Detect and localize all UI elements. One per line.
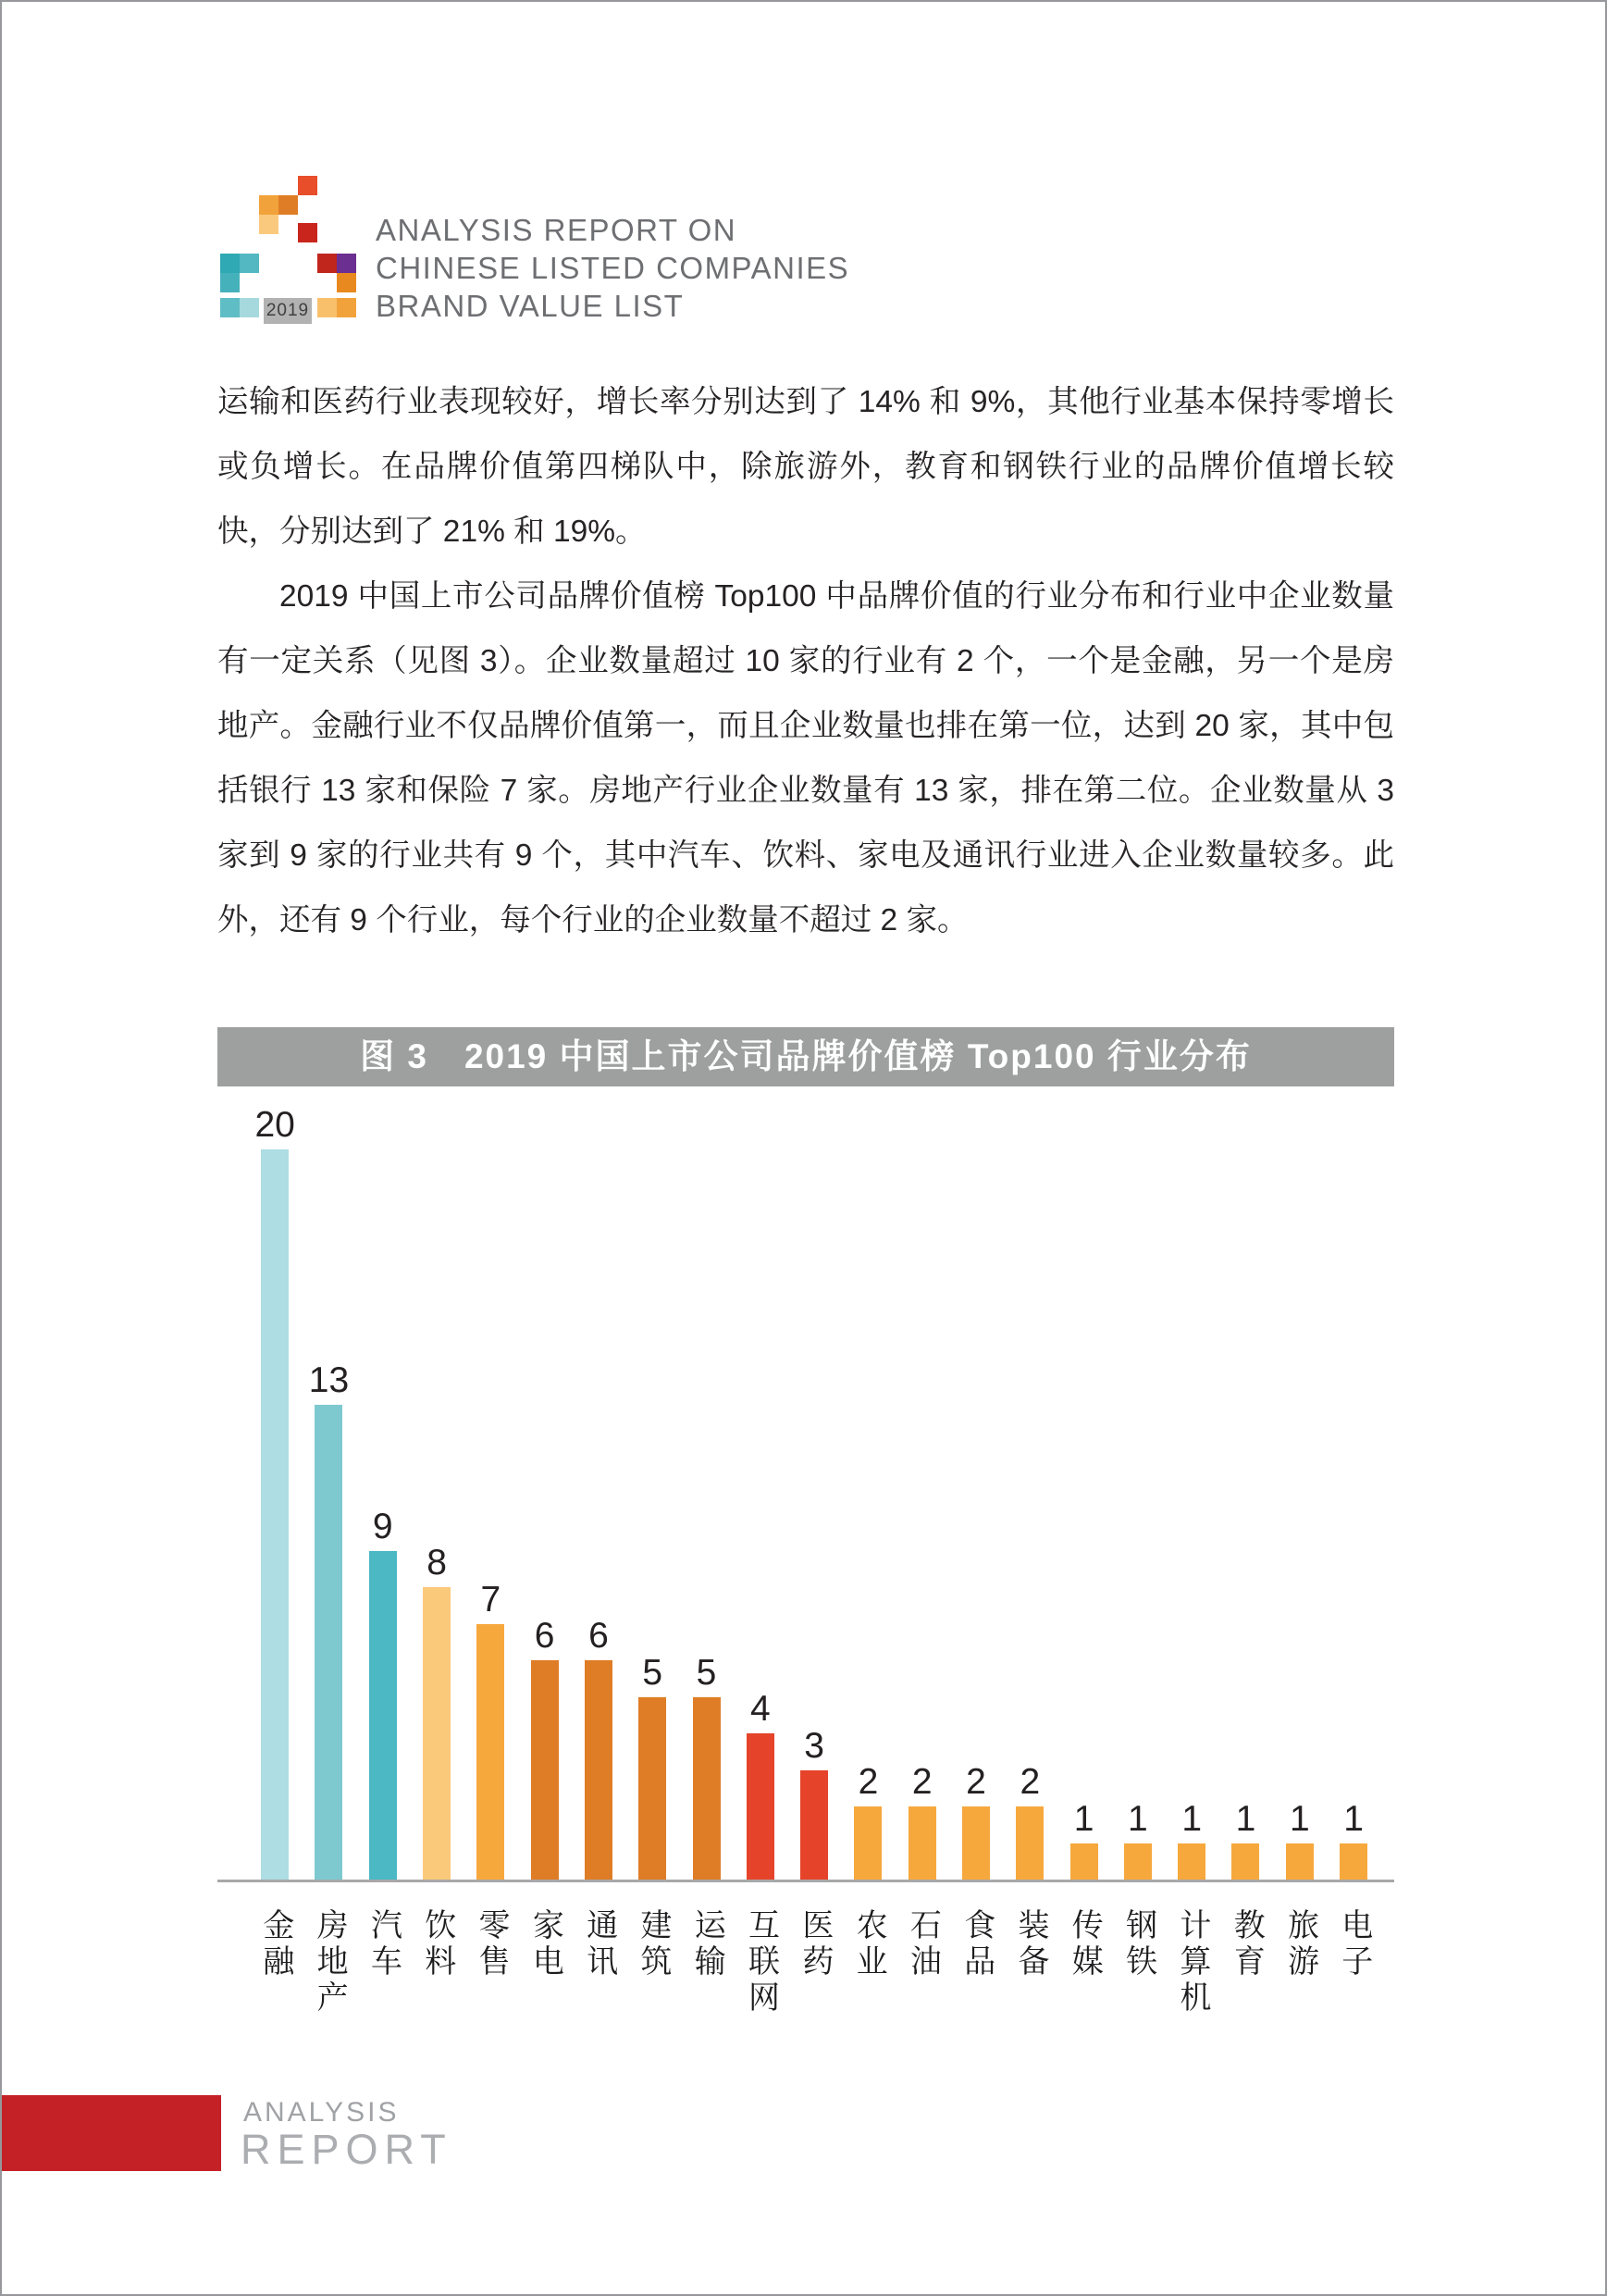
chart-bar-group bbox=[949, 1764, 1003, 1880]
chart-bar-value: 20 bbox=[254, 1105, 295, 1145]
chart-category bbox=[625, 1908, 679, 2017]
logo-mosaic-square bbox=[298, 176, 317, 195]
footer-analysis-label: ANALYSIS bbox=[243, 2097, 400, 2128]
chart-category-label: 食品 bbox=[958, 1908, 995, 1980]
logo-mosaic-square bbox=[337, 298, 356, 317]
chart-category-label: 汽车 bbox=[365, 1908, 402, 1980]
body-paragraph-2: 2019 中国上市公司品牌价值榜 Top100 中品牌价值的行业分布和行业中企业数量有一定关系（见图 3）。企业数量超过 10 家的行业有 2 个，一个是金融，另一个是房地产。金融行业不仅品牌价值第一，而且企业数量也排在第一位，达到 20 家，其中包括银行 13 家和保险 7 家。房地产行业企业数量有 13 家，排在第二位。企业数量从 3 家到 9 家的行业共有 9 个，其中汽车、饮料、家电及通讯行业进入企业数量较多。此外，还有 9 个行业，每个行业的企业数量不超过 2 家。 bbox=[217, 579, 1394, 937]
chart-category bbox=[1111, 1908, 1165, 2017]
chart-bar-value: 3 bbox=[804, 1725, 824, 1766]
footer-accent-block bbox=[2, 2095, 221, 2171]
chart-bar bbox=[1178, 1843, 1205, 1880]
chart-category-label: 零售 bbox=[474, 1908, 510, 1980]
chart-category bbox=[248, 1908, 302, 2017]
chart-category-label: 钢铁 bbox=[1120, 1908, 1156, 1980]
chart-bar bbox=[1286, 1843, 1314, 1880]
chart-category bbox=[572, 1908, 625, 2017]
chart-bar bbox=[1070, 1843, 1098, 1880]
chart-bar bbox=[638, 1697, 666, 1880]
chart-category bbox=[949, 1908, 1003, 2017]
chart-category bbox=[1003, 1908, 1057, 2017]
chart-bar bbox=[531, 1660, 559, 1880]
chart-category-label: 农业 bbox=[851, 1908, 887, 1980]
chart-bar bbox=[693, 1697, 721, 1880]
chart-category-label: 医药 bbox=[797, 1908, 833, 1980]
logo-mosaic-square bbox=[240, 254, 259, 273]
logo-mosaic-square bbox=[220, 273, 240, 292]
logo-year-badge: 2019 bbox=[264, 298, 312, 324]
chart-category-label: 运输 bbox=[689, 1908, 725, 1980]
chart-category-label: 电子 bbox=[1336, 1908, 1372, 1980]
chart-category-label: 计算机 bbox=[1174, 1908, 1210, 2017]
chart-bar-value: 1 bbox=[1128, 1798, 1148, 1839]
chart-bar bbox=[369, 1551, 397, 1880]
chart-bar bbox=[1124, 1843, 1152, 1880]
chart-category-label: 金融 bbox=[257, 1908, 293, 1980]
chart-bar-group bbox=[356, 1508, 410, 1880]
logo-mosaic-square bbox=[298, 223, 317, 242]
chart-bar bbox=[800, 1770, 828, 1880]
chart-bar-value: 13 bbox=[308, 1360, 350, 1401]
chart-bar-group bbox=[1165, 1798, 1218, 1880]
chart-category bbox=[896, 1908, 949, 2017]
chart-bar-group bbox=[625, 1652, 679, 1880]
chart-bar-value: 1 bbox=[1181, 1798, 1203, 1839]
chart-bar bbox=[261, 1149, 289, 1880]
chart-category-label: 互联网 bbox=[743, 1908, 779, 2017]
chart-category bbox=[410, 1908, 464, 2017]
chart-bar-value: 9 bbox=[372, 1506, 393, 1546]
chart-category bbox=[1057, 1908, 1110, 2017]
logo-title-line2: CHINESE LISTED COMPANIES bbox=[376, 251, 850, 285]
chart-bar-group bbox=[1218, 1798, 1272, 1880]
chart-bar-group bbox=[896, 1764, 949, 1880]
chart-bar-value: 7 bbox=[480, 1579, 501, 1620]
logo-mosaic-square bbox=[337, 254, 356, 273]
chart-category-label: 装备 bbox=[1013, 1908, 1048, 1980]
chart-bar-value: 8 bbox=[426, 1543, 447, 1583]
chart-bar bbox=[962, 1806, 990, 1880]
chart-bar-value: 2 bbox=[1020, 1762, 1041, 1803]
chart-bar-group bbox=[1003, 1764, 1057, 1880]
chart-bar-group bbox=[572, 1618, 625, 1880]
chart-bar bbox=[909, 1806, 936, 1880]
chart-bar bbox=[476, 1624, 504, 1880]
chart-category-label: 教育 bbox=[1229, 1908, 1265, 1980]
chart-bar-value: 2 bbox=[966, 1762, 986, 1803]
logo-mosaic-square bbox=[220, 298, 240, 317]
chart-bar-group bbox=[841, 1764, 895, 1880]
chart-bar bbox=[423, 1587, 451, 1880]
chart-bar-group bbox=[410, 1545, 464, 1880]
chart-category bbox=[679, 1908, 733, 2017]
logo-title-line1: ANALYSIS REPORT ON bbox=[376, 213, 737, 247]
logo-mosaic-square bbox=[317, 254, 337, 273]
logo-mosaic-square bbox=[220, 254, 240, 273]
chart-bar-group bbox=[302, 1362, 355, 1880]
chart-category bbox=[734, 1908, 787, 2017]
chart-category bbox=[517, 1908, 571, 2017]
chart-category bbox=[356, 1908, 410, 2017]
chart-bar-group bbox=[734, 1691, 787, 1880]
logo-mosaic-square bbox=[259, 215, 278, 234]
logo-mosaic-square bbox=[337, 273, 356, 292]
chart-bar-value: 6 bbox=[588, 1616, 609, 1657]
chart-category bbox=[1218, 1908, 1272, 2017]
chart-bar-value: 1 bbox=[1235, 1798, 1256, 1839]
chart-bar-value: 5 bbox=[696, 1652, 717, 1693]
chart-bar-group bbox=[1057, 1798, 1110, 1880]
chart-bar-value: 2 bbox=[911, 1762, 933, 1803]
chart-bar bbox=[747, 1733, 774, 1880]
chart-category-label: 建筑 bbox=[635, 1908, 671, 1980]
logo-title-line3: BRAND VALUE LIST bbox=[376, 289, 685, 323]
figure-3-bar-chart bbox=[217, 1103, 1394, 1882]
chart-bar-value: 1 bbox=[1073, 1798, 1094, 1839]
logo-mosaic-square bbox=[259, 195, 278, 215]
chart-category bbox=[787, 1908, 841, 2017]
logo-mosaic-square bbox=[278, 195, 298, 215]
chart-bar-group bbox=[679, 1652, 733, 1880]
chart-bar-value: 6 bbox=[534, 1616, 555, 1657]
brand-logo-mosaic-icon bbox=[216, 174, 369, 331]
chart-category bbox=[1273, 1908, 1327, 2017]
footer-report-label: REPORT bbox=[241, 2126, 452, 2173]
chart-bar bbox=[1340, 1843, 1367, 1880]
chart-category-label: 石油 bbox=[905, 1908, 941, 1980]
chart-category bbox=[1327, 1908, 1380, 2017]
chart-bar-group bbox=[787, 1725, 841, 1880]
chart-category-label: 家电 bbox=[527, 1908, 563, 1980]
logo-mosaic-square bbox=[317, 298, 337, 317]
chart-category bbox=[464, 1908, 517, 2017]
chart-category bbox=[841, 1908, 895, 2017]
chart-category-label: 通讯 bbox=[581, 1908, 617, 1980]
chart-bar-value: 5 bbox=[642, 1652, 663, 1693]
chart-category bbox=[1165, 1908, 1218, 2017]
chart-bar-value: 1 bbox=[1289, 1798, 1310, 1839]
chart-bar bbox=[854, 1806, 882, 1880]
chart-bar-group bbox=[1111, 1798, 1165, 1880]
chart-category-label: 旅游 bbox=[1282, 1908, 1318, 1980]
body-paragraph-1: 运输和医药行业表现较好，增长率分别达到了 14% 和 9%，其他行业基本保持零增长或负增长。在品牌价值第四梯队中，除旅游外，教育和钢铁行业的品牌价值增长较快，分别达到了 21% 和 19%。 bbox=[217, 385, 1394, 549]
chart-bar bbox=[585, 1660, 612, 1880]
figure-3-title-bar: 图 3 2019 中国上市公司品牌价值榜 Top100 行业分布 bbox=[217, 1027, 1394, 1086]
chart-bar bbox=[315, 1405, 342, 1880]
chart-bar-group bbox=[1327, 1798, 1380, 1880]
logo-mosaic-square bbox=[240, 298, 259, 317]
chart-bar-group bbox=[1273, 1798, 1327, 1880]
chart-bar-value: 4 bbox=[749, 1689, 771, 1730]
chart-category bbox=[302, 1908, 355, 2017]
report-logo-title bbox=[376, 211, 849, 325]
chart-category-label: 饮料 bbox=[419, 1908, 455, 1980]
chart-bar-group bbox=[248, 1107, 302, 1880]
figure-3-category-axis bbox=[217, 1908, 1394, 2017]
chart-bar-group bbox=[464, 1579, 517, 1880]
chart-category-label: 传媒 bbox=[1067, 1908, 1103, 1980]
chart-category-label: 房地产 bbox=[312, 1908, 348, 2017]
chart-bar-value: 1 bbox=[1343, 1798, 1364, 1839]
chart-bar bbox=[1016, 1806, 1044, 1880]
chart-bar-value: 2 bbox=[858, 1762, 879, 1803]
chart-bar bbox=[1231, 1843, 1259, 1880]
chart-bar-group bbox=[517, 1618, 571, 1880]
